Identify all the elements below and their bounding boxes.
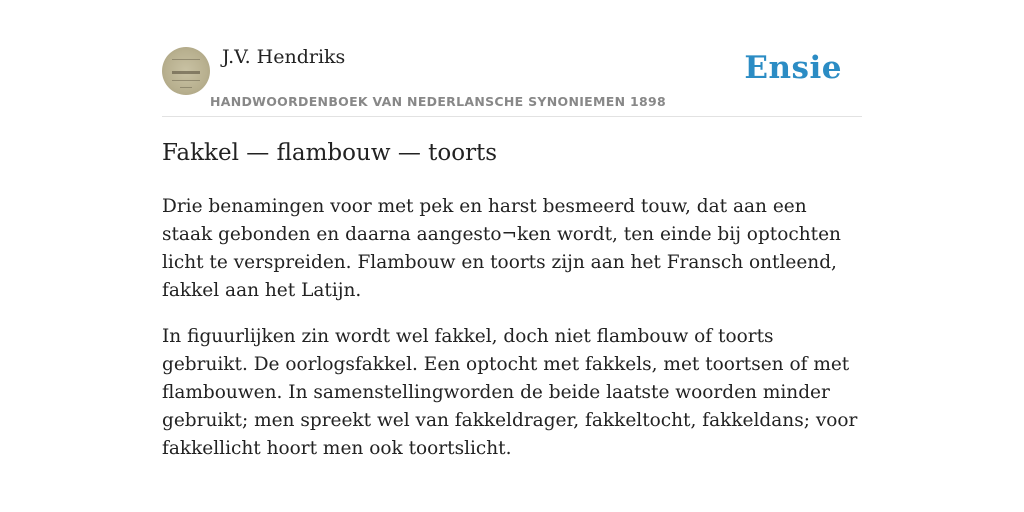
article-body [162,193,862,481]
source-book-title[interactable]: HANDWOORDENBOEK VAN NEDERLANSCHE SYNONIEMEN 1898 [210,94,667,109]
brand-logo[interactable]: Ensie [744,50,842,86]
page-title: Fakkel — flambouw — toorts [162,140,498,166]
author-name[interactable]: J.V. Hendriks [222,46,346,68]
article-card [162,44,862,459]
paragraph: In figuurlijken zin wordt wel fakkel, doch niet flambouw of toorts gebruikt. De oorlogsfakkel. Een optocht met fakkels, met toortsen of met flambouwen. In samenstellingworden de beide laatste woorden minder gebruikt; men spreekt wel van fakkeldrager, fakkeltocht, fakkeldans; voor fakkellicht hoort men ook toortslicht. [162,326,858,459]
article-header [162,44,862,117]
book-cover-icon[interactable] [162,47,210,95]
paragraph: Drie benamingen voor met pek en harst besmeerd touw, dat aan een staak gebonden en daarna aangesto¬ken wordt, ten einde bij optochten licht te verspreiden. Flambouw en toorts zijn aan het Fransch ontleend, fakkel aan het Latijn. [162,196,841,301]
